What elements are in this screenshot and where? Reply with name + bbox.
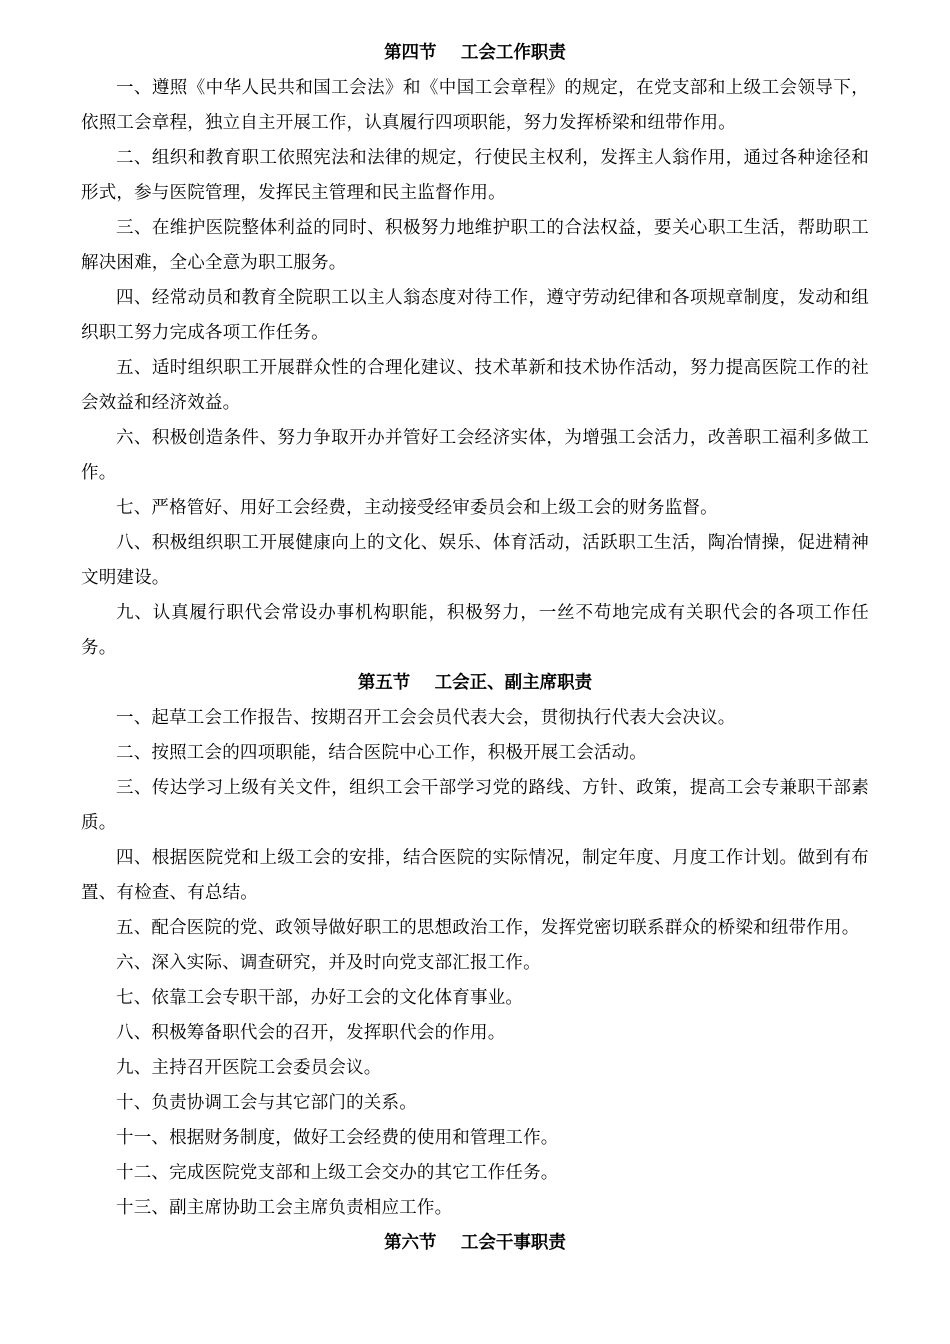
paragraph: 八、积极组织职工开展健康向上的文化、娱乐、体育活动，活跃职工生活，陶冶情操，促进精神文明建设。	[81, 533, 869, 588]
paragraph: 五、适时组织职工开展群众性的合理化建议、技术革新和技术协作活动，努力提高医院工作的社会效益和经济效益。	[81, 358, 869, 413]
document-page	[81, 36, 869, 1261]
section-title-6: 第六节 工会干事职责	[384, 1233, 566, 1253]
section-title-5: 第五节 工会正、副主席职责	[357, 673, 593, 693]
paragraph: 一、遵照《中华人民共和国工会法》和《中国工会章程》的规定，在党支部和上级工会领导下，依照工会章程，独立自主开展工作，认真履行四项职能，努力发挥桥梁和纽带作用。	[81, 78, 869, 133]
paragraph: 三、在维护医院整体利益的同时、积极努力地维护职工的合法权益，要关心职工生活，帮助职工解决困难，全心全意为职工服务。	[81, 218, 869, 273]
paragraph: 四、经常动员和教育全院职工以主人翁态度对待工作，遵守劳动纪律和各项规章制度，发动和组织职工努力完成各项工作任务。	[81, 288, 869, 343]
paragraph: 七、依靠工会专职干部，办好工会的文化体育事业。	[116, 988, 524, 1008]
paragraph: 十、负责协调工会与其它部门的关系。	[116, 1093, 417, 1113]
paragraph: 八、积极筹备职代会的召开，发挥职代会的作用。	[116, 1023, 506, 1043]
paragraph: 六、积极创造条件、努力争取开办并管好工会经济实体，为增强工会活力，改善职工福利多做工作。	[81, 428, 869, 483]
paragraph: 七、严格管好、用好工会经费，主动接受经审委员会和上级工会的财务监督。	[116, 498, 718, 518]
paragraph: 十三、副主席协助工会主席负责相应工作。	[116, 1198, 453, 1218]
paragraph: 九、主持召开医院工会委员会议。	[116, 1058, 382, 1078]
paragraph: 二、按照工会的四项职能，结合医院中心工作，积极开展工会活动。	[116, 743, 647, 763]
paragraph: 三、传达学习上级有关文件，组织工会干部学习党的路线、方针、政策，提高工会专兼职干部素质。	[81, 778, 869, 833]
paragraph: 十一、根据财务制度，做好工会经费的使用和管理工作。	[116, 1128, 559, 1148]
paragraph: 六、深入实际、调查研究，并及时向党支部汇报工作。	[116, 953, 541, 973]
paragraph: 十二、完成医院党支部和上级工会交办的其它工作任务。	[116, 1163, 559, 1183]
paragraph: 一、起草工会工作报告、按期召开工会会员代表大会，贯彻执行代表大会决议。	[116, 708, 736, 728]
section-title-4: 第四节 工会工作职责	[384, 43, 566, 63]
paragraph: 二、组织和教育职工依照宪法和法律的规定，行使民主权利，发挥主人翁作用，通过各种途径和形式，参与医院管理，发挥民主管理和民主监督作用。	[81, 148, 869, 203]
paragraph: 九、认真履行职代会常设办事机构职能，积极努力，一丝不苟地完成有关职代会的各项工作任务。	[81, 603, 869, 658]
paragraph: 五、配合医院的党、政领导做好职工的思想政治工作，发挥党密切联系群众的桥梁和纽带作用。	[116, 918, 860, 938]
paragraph: 四、根据医院党和上级工会的安排，结合医院的实际情况，制定年度、月度工作计划。做到有布置、有检查、有总结。	[81, 848, 869, 903]
